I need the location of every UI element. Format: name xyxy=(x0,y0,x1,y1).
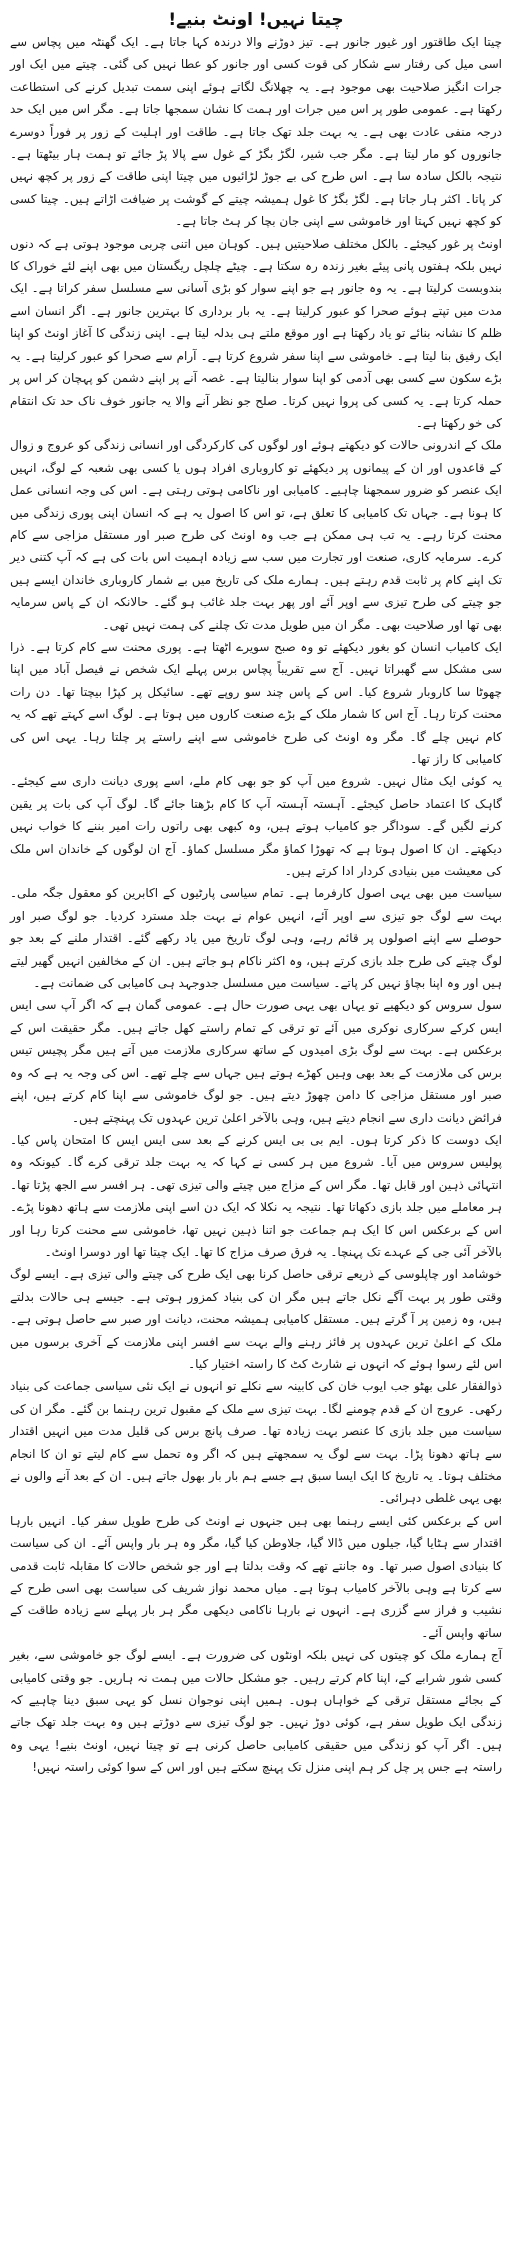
article-paragraph: ملک کے اندرونی حالات کو دیکھتے ہوئے اور لوگوں کی کارکردگی اور انسانی زندگی کو عروج و زوال کے قاعدوں اور ان کے پیمانوں پر دیکھئے تو کاروباری افراد ہوں یا کسی بھی شعبہ کے لوگ، انہیں ایک عنصر کو ضرور سمجھنا چاہیے۔ کامیابی اور ناکامی ہوتی رہتی ہے۔ اس کی وجہ انسانی عمل کا ہونا ہے۔ جہاں تک کامیابی کا تعلق ہے، تو اس کا اصول یہ ہے کہ انسان اپنی پوری زندگی میں محنت کرتا رہے۔ یہ تب ہی ممکن ہے جب وہ اونٹ کی طرح صبر اور مستقل مزاجی سے کام کرے۔ سرمایہ کاری، صنعت اور تجارت میں سب سے زیادہ اہمیت اس بات کی ہے کہ آپ کتنی دیر تک اپنے کام پر ثابت قدم رہتے ہیں۔ ہمارے ملک کی تاریخ میں بے شمار کاروباری خاندان ایسے ہیں جو چیتے کی طرح تیزی سے اوپر آئے اور پھر بہت جلد غائب ہو گئے۔ حالانکہ ان کے پاس سرمایہ بھی تھا اور صلاحیت بھی۔ مگر ان میں طویل مدت تک چلنے کی ہمت نہیں تھی۔ xyxy=(10,438,502,632)
article-paragraph: ذوالفقار علی بھٹو جب ایوب خان کی کابینہ سے نکلے تو انہوں نے ایک نئی سیاسی جماعت کی بنیاد رکھی۔ عروج ان کے قدم چومنے لگا۔ بہت تیزی سے ملک کے مقبول ترین رہنما بن گئے۔ مگر ان کی سیاست میں جلد بازی کا عنصر بہت زیادہ تھا۔ صرف پانچ برس کی قلیل مدت میں انہیں اقتدار سے ہاتھ دھونا پڑا۔ بہت سے لوگ یہ سمجھتے ہیں کہ اگر وہ تحمل سے کام لیتے تو ان کا انجام مختلف ہوتا۔ یہ تاریخ کا ایک ایسا سبق ہے جسے ہم بار بار بھول جاتے ہیں۔ ان کے بعد آنے والوں نے بھی یہی غلطی دہرائی۔ xyxy=(10,1379,502,1506)
article-body xyxy=(10,31,502,1779)
article-paragraph: سیاست میں بھی یہی اصول کارفرما ہے۔ تمام سیاسی پارٹیوں کے اکابرین کو معقول جگہ ملی۔ بہت سے لوگ جو تیزی سے اوپر آئے، انہیں عوام نے بہت جلد مسترد کردیا۔ جو لوگ صبر اور حوصلے سے اپنے اصولوں پر قائم رہے، وہی لوگ تاریخ میں یاد رکھے گئے۔ اقتدار ملنے کے بعد جو لوگ چیتے کی طرح جلد بازی کرتے ہیں، وہ اکثر ناکام ہو جاتے ہیں۔ ان کے مخالفین انہیں گھیر لیتے ہیں اور وہ اپنا بچاؤ نہیں کر پاتے۔ سیاست میں مسلسل جدوجہد ہی کامیابی کی ضمانت ہے۔ xyxy=(10,886,502,991)
article-paragraph: اونٹ پر غور کیجئے۔ بالکل مختلف صلاحیتیں ہیں۔ کوہان میں اتنی چربی موجود ہوتی ہے کہ دنوں نہیں بلکہ ہفتوں پانی پیئے بغیر زندہ رہ سکتا ہے۔ چیٹے چلچل ریگستان میں بھی اپنے لئے خوراک کا بندوبست کرلیتا ہے۔ یہ وہ جانور ہے جو اپنے سوار کو بڑی آسانی سے مسلسل سفر کراتا ہے۔ ایک مدت میں تپتے ہوئے صحرا کو عبور کرلیتا ہے۔ یہ بار برداری کا بہترین جانور ہے۔ اگر انسان اسے ظلم کا نشانہ بنائے تو یاد رکھتا ہے اور موقع ملتے ہی بدلہ لیتا ہے۔ اپنی زندگی کا آغاز اونٹ کو اپنا ایک رفیق بنا لیتا ہے۔ خاموشی سے اپنا سفر شروع کرتا ہے۔ آرام سے صحرا کو عبور کرلیتا ہے۔ یہ بڑے سکون سے کسی بھی آدمی کو اپنا سوار بنالیتا ہے۔ غصہ آنے پر اپنے دشمن کو پہچان کر اس پر حملہ کرتا ہے۔ یہ کسی کی پروا نہیں کرتا۔ صلح جو نظر آنے والا یہ جانور خوف ناک حد تک انتقام کی خو رکھتا ہے۔ xyxy=(10,236,502,430)
article-paragraph: سول سروس کو دیکھیے تو یہاں بھی یہی صورت حال ہے۔ عمومی گمان ہے کہ اگر آپ سی ایس ایس کرکے سرکاری نوکری میں آئے تو ترقی کے تمام راستے کھل جاتے ہیں۔ مگر حقیقت اس کے برعکس ہے۔ بہت سے لوگ بڑی امیدوں کے ساتھ سرکاری ملازمت میں آتے ہیں مگر پچیس تیس برس کی ملازمت کے بعد بھی وہیں کھڑے ہوتے ہیں جہاں سے چلے تھے۔ اس کی وجہ یہ ہے کہ وہ صبر اور مستقل مزاجی کا دامن چھوڑ دیتے ہیں۔ جو لوگ خاموشی سے اپنا کام کرتے ہیں، اپنے فرائض دیانت داری سے انجام دیتے ہیں، وہی بالآخر اعلیٰ ترین عہدوں تک پہنچتے ہیں۔ xyxy=(10,998,502,1125)
article-paragraph: چیتا ایک طاقتور اور غیور جانور ہے۔ تیز دوڑنے والا درندہ کہا جاتا ہے۔ ایک گھنٹہ میں پچاس سے اسی میل کی رفتار سے شکار کی قوت کسی اور جانور کو عطا نہیں کی گئی۔ چیتے میں ایک اور جرات انگیز صلاحیت بھی موجود ہے۔ یہ چھلانگ لگاتے ہوئے اپنی سمت تبدیل کرنے کی استطاعت رکھتا ہے۔ عمومی طور پر اس میں جرات اور ہمت کا نشان سمجھا جاتا ہے۔ مگر اس میں ایک حد درجہ منفی عادت بھی ہے۔ یہ بہت جلد تھک جاتا ہے۔ طاقت اور اہلیت کے زور پر فوراً دوسرے جانوروں کو مار لیتا ہے۔ مگر جب شیر، لگڑ بگڑ کے غول سے پالا پڑ جائے تو ہمت ہار بیٹھتا ہے۔ نتیجہ بالکل سادہ سا ہے۔ اس طرح کی بے جوڑ لڑائیوں میں چیتا اپنی طاقت کے زور پر کچھ نہیں کر پاتا۔ اکثر ہار جاتا ہے۔ لگڑ بگڑ کا غول ہمیشہ چیتے کے گوشت پر ضیافت اڑاتے ہیں۔ چیتا کسی کو کچھ نہیں کہتا اور خاموشی سے اپنی جان بچا کر ہٹ جاتا ہے۔ xyxy=(10,35,502,229)
article-paragraph: ایک دوست کا ذکر کرتا ہوں۔ ایم بی بی ایس کرنے کے بعد سی ایس ایس کا امتحان پاس کیا۔ پولیس سروس میں آیا۔ شروع میں ہر کسی نے کہا کہ یہ بہت جلد ترقی کرے گا۔ کیونکہ وہ انتہائی ذہین اور قابل تھا۔ مگر اس کے مزاج میں چیتے والی تیزی تھی۔ ہر افسر سے الجھ پڑتا تھا۔ ہر معاملے میں جلد بازی دکھاتا تھا۔ نتیجہ یہ نکلا کہ ایک دن اسے اپنی ملازمت سے ہاتھ دھونا پڑے۔ اس کے برعکس اس کا ایک ہم جماعت جو اتنا ذہین نہیں تھا، خاموشی سے محنت کرتا رہا اور بالآخر آئی جی کے عہدے تک پہنچا۔ یہ فرق صرف مزاج کا تھا۔ ایک چیتا تھا اور دوسرا اونٹ۔ xyxy=(10,1132,502,1259)
article-paragraph: خوشامد اور چاپلوسی کے ذریعے ترقی حاصل کرنا بھی ایک طرح کی چیتے والی تیزی ہے۔ ایسے لوگ وقتی طور پر بہت آگے نکل جاتے ہیں مگر ان کی بنیاد کمزور ہوتی ہے۔ جیسے ہی حالات بدلتے ہیں، وہ زمین پر آ گرتے ہیں۔ مستقل کامیابی ہمیشہ محنت، دیانت اور صبر سے حاصل ہوتی ہے۔ ملک کے اعلیٰ ترین عہدوں پر فائز رہنے والے بہت سے افسر اپنی ملازمت کے آخری برسوں میں اس لئے رسوا ہوئے کہ انہوں نے شارٹ کٹ کا راستہ اختیار کیا۔ xyxy=(10,1267,502,1371)
article-paragraph: یہ کوئی ایک مثال نہیں۔ شروع میں آپ کو جو بھی کام ملے، اسے پوری دیانت داری سے کیجئے۔ گاہک کا اعتماد حاصل کیجئے۔ آہستہ آہستہ آپ کا کام بڑھتا جائے گا۔ لوگ آپ کی بات پر یقین کرنے لگیں گے۔ سوداگر جو کامیاب ہوتے ہیں، وہ کبھی بھی راتوں رات امیر بننے کا خواب نہیں دیکھتے۔ ان کا اصول ہوتا ہے کہ تھوڑا کماؤ مگر مسلسل کماؤ۔ آج ان لوگوں کے خاندان اس ملک کی معیشت میں بنیادی کردار ادا کرتے ہیں۔ xyxy=(10,774,502,879)
article-paragraph: ایک کامیاب انسان کو بغور دیکھئے تو وہ صبح سویرے اٹھتا ہے۔ پوری محنت سے کام کرتا ہے۔ ذرا سی مشکل سے گھبراتا نہیں۔ آج سے تقریباً پچاس برس پہلے ایک شخص نے فیصل آباد میں اپنا چھوٹا سا کاروبار شروع کیا۔ اس کے پاس چند سو روپے تھے۔ سائیکل پر کپڑا بیچتا تھا۔ دن رات محنت کرتا رہا۔ آج اس کا شمار ملک کے بڑے صنعت کاروں میں ہوتا ہے۔ لوگ اسے کہتے تھے کہ یہ کام نہیں چلے گا۔ مگر وہ اونٹ کی طرح خاموشی سے اپنے راستے پر چلتا رہا۔ یہی اس کی کامیابی کا راز تھا۔ xyxy=(10,639,502,766)
article-paragraph: اس کے برعکس کئی ایسے رہنما بھی ہیں جنہوں نے اونٹ کی طرح طویل سفر کیا۔ انہیں بارہا اقتدار سے ہٹایا گیا، جیلوں میں ڈالا گیا، جلاوطن کیا گیا، مگر وہ ہر بار واپس آئے۔ ان کی سیاست کا بنیادی اصول صبر تھا۔ وہ جانتے تھے کہ وقت بدلتا ہے اور جو شخص حالات کا مقابلہ ثابت قدمی سے کرتا ہے وہی بالآخر کامیاب ہوتا ہے۔ میاں محمد نواز شریف کی سیاست بھی اسی طرح کے نشیب و فراز سے گزری ہے۔ انہوں نے بارہا ناکامی دیکھی مگر ہر بار پہلے سے زیادہ طاقت کے ساتھ واپس آئے۔ xyxy=(10,1513,502,1640)
article-paragraph: آج ہمارے ملک کو چیتوں کی نہیں بلکہ اونٹوں کی ضرورت ہے۔ ایسے لوگ جو خاموشی سے، بغیر کسی شور شرابے کے، اپنا کام کرتے رہیں۔ جو مشکل حالات میں ہمت نہ ہاریں۔ جو وقتی کامیابی کے بجائے مستقل ترقی کے خواہاں ہوں۔ ہمیں اپنی نوجوان نسل کو یہی سبق دینا چاہیے کہ زندگی ایک طویل سفر ہے، کوئی دوڑ نہیں۔ جو لوگ تیزی سے دوڑتے ہیں وہ بہت جلد تھک جاتے ہیں۔ اگر آپ کو زندگی میں حقیقی کامیابی حاصل کرنی ہے تو چیتا نہیں، اونٹ بنیے! یہی وہ راستہ ہے جس پر چل کر ہم اپنی منزل تک پہنچ سکتے ہیں اور اس کے سوا کوئی راستہ نہیں! xyxy=(10,1648,502,1775)
article-title: چیتا نہیں! اونٹ بنیے! xyxy=(168,10,344,30)
